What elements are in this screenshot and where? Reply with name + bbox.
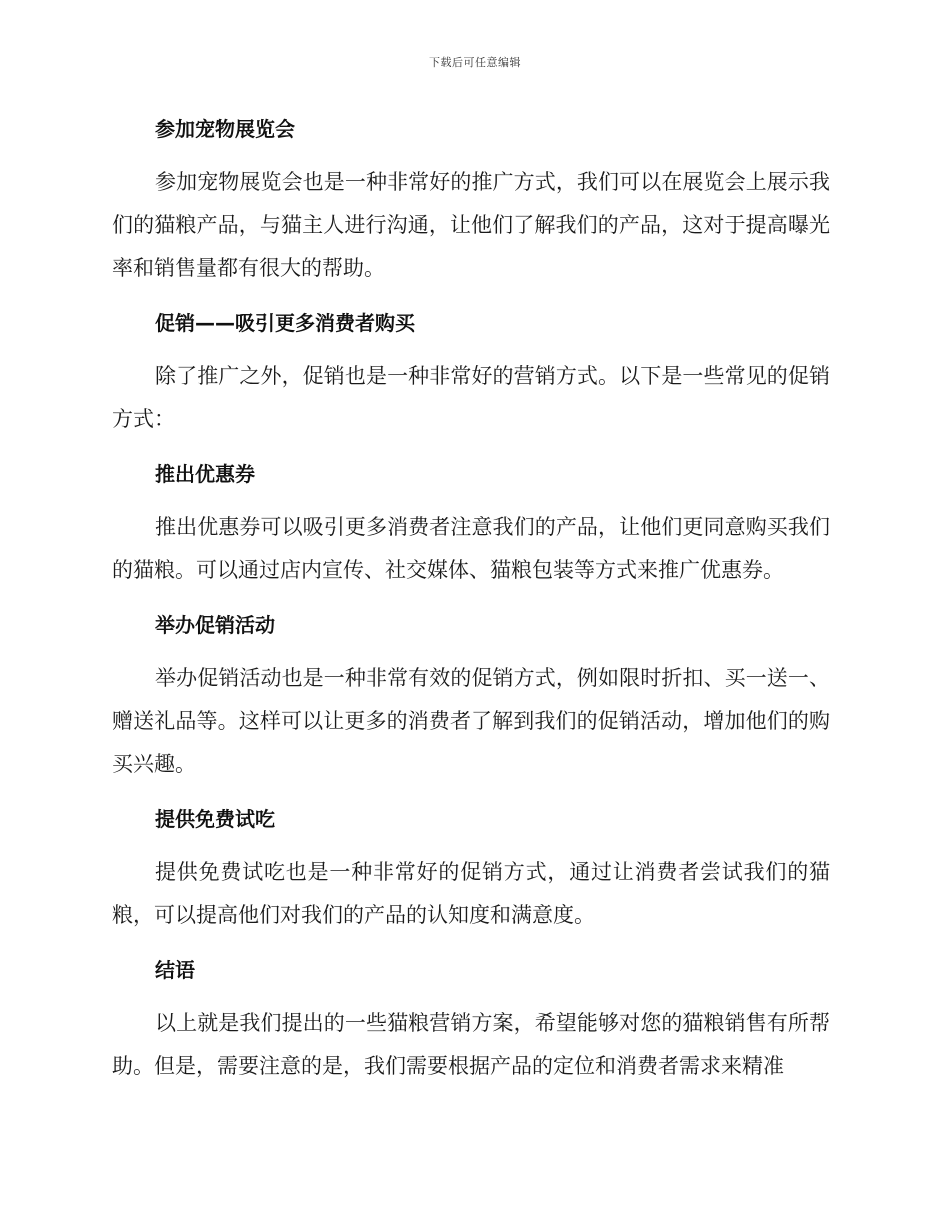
section-coupons [112, 452, 830, 592]
section-heading: 推出优惠券 [155, 462, 255, 486]
section-heading: 提供免费试吃 [155, 807, 275, 831]
section-promotion [112, 301, 830, 441]
section-heading: 促销——吸引更多消费者购买 [155, 311, 415, 335]
section-paragraph: 以上就是我们提出的一些猫粮营销方案，希望能够对您的猫粮销售有所帮助。但是，需要注意的是，我们需要根据产品的定位和消费者需求来精准 [112, 1011, 830, 1078]
section-free-samples [112, 797, 830, 937]
section-paragraph: 举办促销活动也是一种非常有效的促销方式，例如限时折扣、买一送一、赠送礼品等。这样可以让更多的消费者了解到我们的促销活动，增加他们的购买兴趣。 [112, 666, 830, 776]
page-header: 下载后可任意编辑 [429, 56, 521, 69]
document-body [112, 107, 830, 1099]
section-conclusion [112, 948, 830, 1088]
section-paragraph: 提供免费试吃也是一种非常好的促销方式，通过让消费者尝试我们的猫粮，可以提高他们对我们的产品的认知度和满意度。 [112, 860, 830, 927]
section-pet-exhibition [112, 107, 830, 290]
section-promo-events [112, 603, 830, 786]
section-heading: 结语 [155, 958, 195, 982]
section-heading: 参加宠物展览会 [155, 117, 295, 141]
section-heading: 举办促销活动 [155, 613, 275, 637]
section-paragraph: 推出优惠券可以吸引更多消费者注意我们的产品，让他们更同意购买我们的猫粮。可以通过店内宣传、社交媒体、猫粮包装等方式来推广优惠券。 [112, 515, 830, 582]
section-paragraph: 除了推广之外，促销也是一种非常好的营销方式。以下是一些常见的促销方式： [112, 364, 830, 431]
section-paragraph: 参加宠物展览会也是一种非常好的推广方式，我们可以在展览会上展示我们的猫粮产品，与猫主人进行沟通，让他们了解我们的产品，这对于提高曝光率和销售量都有很大的帮助。 [112, 170, 830, 280]
